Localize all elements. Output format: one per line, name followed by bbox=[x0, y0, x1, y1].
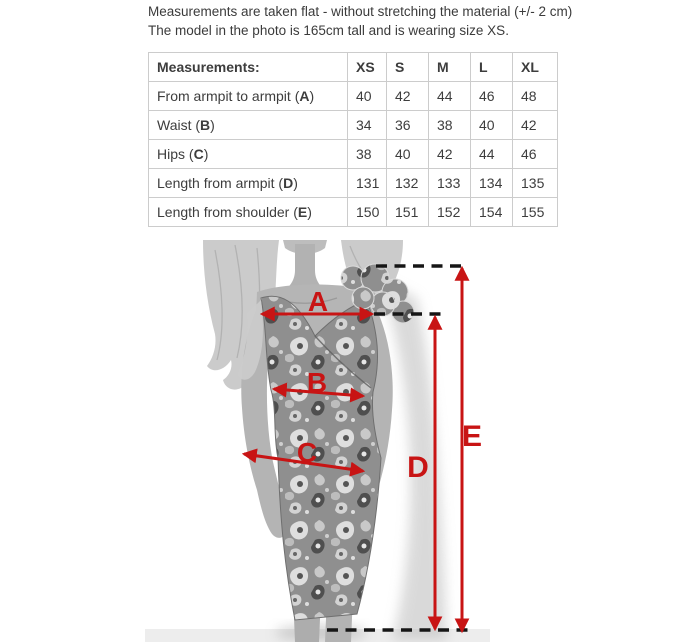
header-size-s: S bbox=[387, 53, 429, 82]
label-d: D bbox=[407, 451, 429, 484]
size-cell: 132 bbox=[387, 169, 429, 198]
table-row-length-from-shoulder bbox=[149, 198, 558, 227]
size-cell: 36 bbox=[387, 111, 429, 140]
size-cell: 34 bbox=[348, 111, 387, 140]
size-cell: 38 bbox=[348, 140, 387, 169]
header-measurements: Measurements: bbox=[149, 53, 348, 82]
measurement-notes bbox=[148, 2, 572, 40]
row-label: Length from shoulder (E) bbox=[149, 198, 348, 227]
size-cell: 44 bbox=[471, 140, 513, 169]
table-row-armpit-to-armpit bbox=[149, 82, 558, 111]
size-cell: 155 bbox=[513, 198, 558, 227]
size-cell: 48 bbox=[513, 82, 558, 111]
header-size-l: L bbox=[471, 53, 513, 82]
note-flat-measurement: Measurements are taken flat - without stretching the material (+/- 2 cm) bbox=[148, 4, 573, 19]
size-cell: 46 bbox=[471, 82, 513, 111]
label-a: A bbox=[307, 286, 329, 317]
size-table bbox=[148, 52, 558, 227]
row-label: Length from armpit (D) bbox=[149, 169, 348, 198]
size-cell: 40 bbox=[387, 140, 429, 169]
row-label: Hips (C) bbox=[149, 140, 348, 169]
size-cell: 135 bbox=[513, 169, 558, 198]
size-cell: 150 bbox=[348, 198, 387, 227]
size-cell: 42 bbox=[429, 140, 471, 169]
size-cell: 44 bbox=[429, 82, 471, 111]
row-label: From armpit to armpit (A) bbox=[149, 82, 348, 111]
size-cell: 38 bbox=[429, 111, 471, 140]
size-cell: 40 bbox=[348, 82, 387, 111]
size-cell: 42 bbox=[513, 111, 558, 140]
size-cell: 131 bbox=[348, 169, 387, 198]
header-size-xl: XL bbox=[513, 53, 558, 82]
header-size-xs: XS bbox=[348, 53, 387, 82]
table-row-hips bbox=[149, 140, 558, 169]
table-row-length-from-armpit bbox=[149, 169, 558, 198]
note-model-height: The model in the photo is 165cm tall and is wearing size XS. bbox=[148, 23, 509, 38]
size-cell: 134 bbox=[471, 169, 513, 198]
size-cell: 154 bbox=[471, 198, 513, 227]
table-row-waist bbox=[149, 111, 558, 140]
size-cell: 40 bbox=[471, 111, 513, 140]
label-e: E bbox=[461, 420, 483, 453]
label-c: C bbox=[296, 437, 318, 468]
size-cell: 152 bbox=[429, 198, 471, 227]
size-cell: 42 bbox=[387, 82, 429, 111]
row-label: Waist (B) bbox=[149, 111, 348, 140]
size-cell: 46 bbox=[513, 140, 558, 169]
size-cell: 151 bbox=[387, 198, 429, 227]
header-size-m: M bbox=[429, 53, 471, 82]
label-b: B bbox=[306, 367, 328, 398]
size-cell: 133 bbox=[429, 169, 471, 198]
size-table-header-row bbox=[149, 53, 558, 82]
measurement-diagram bbox=[145, 240, 490, 642]
